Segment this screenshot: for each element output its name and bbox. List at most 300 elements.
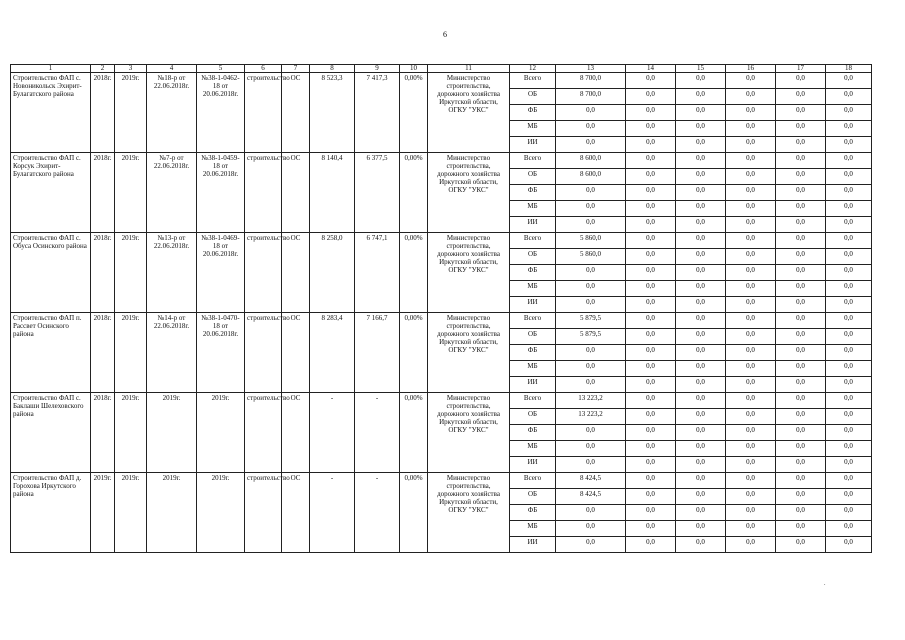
amount-cell: 0,0 [676, 121, 726, 137]
amount-cell: 5 879,5 [556, 313, 626, 329]
amount-cell: 0,0 [826, 361, 872, 377]
amount-cell: 0,0 [826, 441, 872, 457]
budget-source: ОБ [510, 409, 556, 425]
amount-cell: 13 223,2 [556, 409, 626, 425]
amount-cell: 0,0 [826, 265, 872, 281]
amount-cell: 0,0 [726, 473, 776, 489]
contract-cost: 7 417,3 [355, 73, 400, 153]
amount-cell: 0,0 [826, 201, 872, 217]
amount-cell: 0,0 [776, 297, 826, 313]
object-name: Строительство ФАП с. Баклаши Шелеховского района [11, 393, 91, 473]
column-number-5: 5 [197, 65, 245, 73]
column-number-15: 15 [676, 65, 726, 73]
amount-cell: 0,0 [626, 185, 676, 201]
amount-cell: 0,0 [726, 265, 776, 281]
amount-cell: 0,0 [626, 473, 676, 489]
amount-cell: 0,0 [726, 137, 776, 153]
budget-source: ИИ [510, 537, 556, 553]
amount-cell: 0,0 [676, 249, 726, 265]
amount-cell: 0,0 [676, 345, 726, 361]
start-year: 2018г. [91, 233, 115, 313]
readiness-percent: 0,00% [400, 393, 428, 473]
amount-cell: 0,0 [776, 345, 826, 361]
responsible-org: Министерство строительства, дорожного хозяйства Иркутской области, ОГКУ "УКС" [428, 393, 510, 473]
amount-cell: 0,0 [726, 505, 776, 521]
amount-cell: 0,0 [776, 201, 826, 217]
work-type: строительство [245, 73, 282, 153]
order-ref: 2019г. [147, 393, 197, 473]
amount-cell: 0,0 [626, 345, 676, 361]
readiness-percent: 0,00% [400, 313, 428, 393]
amount-cell: 0,0 [676, 537, 726, 553]
amount-cell: 5 860,0 [556, 249, 626, 265]
budget-source: ИИ [510, 457, 556, 473]
amount-cell: 0,0 [776, 105, 826, 121]
amount-cell: 8 700,0 [556, 73, 626, 89]
amount-cell: 0,0 [626, 217, 676, 233]
column-number-13: 13 [556, 65, 626, 73]
amount-cell: 0,0 [776, 393, 826, 409]
amount-cell: 0,0 [776, 521, 826, 537]
amount-cell: 0,0 [776, 73, 826, 89]
budget-source: ФБ [510, 425, 556, 441]
amount-cell: 0,0 [626, 169, 676, 185]
amount-cell: 0,0 [556, 361, 626, 377]
amount-cell: 0,0 [676, 409, 726, 425]
amount-cell: 0,0 [626, 377, 676, 393]
amount-cell: 0,0 [676, 265, 726, 281]
amount-cell: 0,0 [626, 153, 676, 169]
amount-cell: 0,0 [676, 89, 726, 105]
budget-source: ОБ [510, 169, 556, 185]
amount-cell: 0,0 [626, 297, 676, 313]
budget-source: ИИ [510, 297, 556, 313]
work-type: строительство [245, 153, 282, 233]
amount-cell: 0,0 [776, 409, 826, 425]
amount-cell: 0,0 [776, 137, 826, 153]
amount-cell: 0,0 [626, 489, 676, 505]
amount-cell: 0,0 [626, 121, 676, 137]
budget-source: МБ [510, 441, 556, 457]
column-number-8: 8 [310, 65, 355, 73]
amount-cell: 0,0 [726, 521, 776, 537]
amount-cell: 0,0 [556, 457, 626, 473]
amount-cell: 0,0 [826, 169, 872, 185]
budget-source: МБ [510, 521, 556, 537]
amount-cell: 0,0 [826, 73, 872, 89]
amount-cell: 0,0 [726, 153, 776, 169]
amount-cell: 0,0 [676, 73, 726, 89]
amount-cell: 5 860,0 [556, 233, 626, 249]
amount-cell: 0,0 [826, 473, 872, 489]
amount-cell: 0,0 [726, 457, 776, 473]
budget-source: Всего [510, 73, 556, 89]
amount-cell: 8 600,0 [556, 169, 626, 185]
estimated-cost: 8 523,3 [310, 73, 355, 153]
amount-cell: 0,0 [726, 185, 776, 201]
readiness-percent: 0,00% [400, 73, 428, 153]
amount-cell: 0,0 [556, 185, 626, 201]
amount-cell: 0,0 [676, 441, 726, 457]
responsible-org: Министерство строительства, дорожного хозяйства Иркутской области, ОГКУ "УКС" [428, 473, 510, 553]
page-mark: . [824, 581, 826, 587]
end-year: 2019г. [115, 473, 147, 553]
amount-cell: 0,0 [826, 345, 872, 361]
work-type: строительство [245, 233, 282, 313]
amount-cell: 0,0 [776, 473, 826, 489]
column-number-7: 7 [282, 65, 310, 73]
amount-cell: 0,0 [726, 217, 776, 233]
amount-cell: 0,0 [776, 249, 826, 265]
column-number-10: 10 [400, 65, 428, 73]
budget-source: МБ [510, 201, 556, 217]
amount-cell: 0,0 [626, 425, 676, 441]
amount-cell: 0,0 [556, 377, 626, 393]
amount-cell: 0,0 [726, 537, 776, 553]
budget-source: ОБ [510, 489, 556, 505]
amount-cell: 0,0 [676, 313, 726, 329]
budget-source: МБ [510, 281, 556, 297]
amount-cell: 0,0 [726, 169, 776, 185]
start-year: 2018г. [91, 313, 115, 393]
amount-cell: 0,0 [556, 105, 626, 121]
work-type: строительство [245, 313, 282, 393]
amount-cell: 0,0 [776, 313, 826, 329]
end-year: 2019г. [115, 393, 147, 473]
budget-source: Всего [510, 473, 556, 489]
amount-cell: 0,0 [776, 377, 826, 393]
readiness-percent: 0,00% [400, 473, 428, 553]
expertise-ref: №38-1-0462-18 от 20.06.2018г. [197, 73, 245, 153]
amount-cell: 0,0 [826, 489, 872, 505]
expertise-ref: 2019г. [197, 473, 245, 553]
estimated-cost: 8 283,4 [310, 313, 355, 393]
amount-cell: 0,0 [626, 537, 676, 553]
amount-cell: 0,0 [776, 89, 826, 105]
amount-cell: 0,0 [776, 489, 826, 505]
amount-cell: 0,0 [626, 393, 676, 409]
amount-cell: 0,0 [676, 137, 726, 153]
column-number-17: 17 [776, 65, 826, 73]
contract-cost: 6 377,5 [355, 153, 400, 233]
amount-cell: 0,0 [556, 265, 626, 281]
budget-source: ОБ [510, 89, 556, 105]
amount-cell: 0,0 [726, 441, 776, 457]
amount-cell: 0,0 [726, 281, 776, 297]
amount-cell: 0,0 [826, 329, 872, 345]
amount-cell: 0,0 [726, 393, 776, 409]
budget-source: ОБ [510, 329, 556, 345]
amount-cell: 0,0 [776, 425, 826, 441]
amount-cell: 0,0 [556, 425, 626, 441]
amount-cell: 0,0 [626, 329, 676, 345]
amount-cell: 0,0 [776, 217, 826, 233]
work-type: строительство [245, 473, 282, 553]
amount-cell: 0,0 [626, 281, 676, 297]
budget-source: ФБ [510, 265, 556, 281]
table-row [11, 233, 872, 249]
order-ref: 2019г. [147, 473, 197, 553]
amount-cell: 0,0 [626, 73, 676, 89]
responsible-org: Министерство строительства, дорожного хозяйства Иркутской области, ОГКУ "УКС" [428, 73, 510, 153]
amount-cell: 0,0 [626, 313, 676, 329]
amount-cell: 0,0 [726, 409, 776, 425]
amount-cell: 13 223,2 [556, 393, 626, 409]
contract-cost: - [355, 393, 400, 473]
funding-source: ОС [282, 233, 310, 313]
funding-source: ОС [282, 153, 310, 233]
budget-source: ФБ [510, 505, 556, 521]
column-number-14: 14 [626, 65, 676, 73]
estimated-cost: 8 140,4 [310, 153, 355, 233]
budget-source: ИИ [510, 137, 556, 153]
amount-cell: 0,0 [826, 537, 872, 553]
column-number-16: 16 [726, 65, 776, 73]
amount-cell: 0,0 [726, 489, 776, 505]
amount-cell: 0,0 [776, 169, 826, 185]
amount-cell: 0,0 [726, 73, 776, 89]
amount-cell: 0,0 [626, 233, 676, 249]
estimated-cost: 8 258,0 [310, 233, 355, 313]
budget-source: МБ [510, 361, 556, 377]
amount-cell: 0,0 [626, 441, 676, 457]
amount-cell: 0,0 [676, 489, 726, 505]
amount-cell: 0,0 [556, 121, 626, 137]
amount-cell: 0,0 [676, 153, 726, 169]
amount-cell: 0,0 [676, 201, 726, 217]
amount-cell: 0,0 [826, 185, 872, 201]
budget-source: ФБ [510, 105, 556, 121]
order-ref: №18-р от 22.06.2018г. [147, 73, 197, 153]
amount-cell: 0,0 [556, 201, 626, 217]
column-number-2: 2 [91, 65, 115, 73]
amount-cell: 0,0 [776, 361, 826, 377]
amount-cell: 0,0 [726, 361, 776, 377]
amount-cell: 0,0 [826, 393, 872, 409]
funding-source: ОС [282, 313, 310, 393]
amount-cell: 0,0 [556, 281, 626, 297]
budget-source: Всего [510, 393, 556, 409]
budget-source: МБ [510, 121, 556, 137]
contract-cost: 6 747,1 [355, 233, 400, 313]
table-row [11, 313, 872, 329]
amount-cell: 0,0 [676, 281, 726, 297]
amount-cell: 0,0 [826, 233, 872, 249]
amount-cell: 0,0 [556, 505, 626, 521]
column-number-3: 3 [115, 65, 147, 73]
amount-cell: 0,0 [726, 297, 776, 313]
budget-source: ОБ [510, 249, 556, 265]
budget-source: ФБ [510, 345, 556, 361]
amount-cell: 8 700,0 [556, 89, 626, 105]
amount-cell: 0,0 [826, 505, 872, 521]
table-row [11, 153, 872, 169]
amount-cell: 0,0 [676, 185, 726, 201]
readiness-percent: 0,00% [400, 233, 428, 313]
column-number-12: 12 [510, 65, 556, 73]
amount-cell: 0,0 [676, 425, 726, 441]
amount-cell: 0,0 [676, 169, 726, 185]
amount-cell: 0,0 [726, 329, 776, 345]
start-year: 2018г. [91, 393, 115, 473]
amount-cell: 0,0 [556, 537, 626, 553]
amount-cell: 0,0 [826, 297, 872, 313]
budget-source: Всего [510, 313, 556, 329]
amount-cell: 0,0 [726, 89, 776, 105]
amount-cell: 0,0 [726, 313, 776, 329]
estimated-cost: - [310, 393, 355, 473]
funding-source: ОС [282, 73, 310, 153]
column-number-18: 18 [826, 65, 872, 73]
column-number-row [11, 65, 872, 73]
amount-cell: 0,0 [556, 345, 626, 361]
amount-cell: 0,0 [826, 137, 872, 153]
amount-cell: 0,0 [676, 377, 726, 393]
amount-cell: 0,0 [726, 201, 776, 217]
order-ref: №7-р от 22.06.2018г. [147, 153, 197, 233]
amount-cell: 0,0 [676, 473, 726, 489]
responsible-org: Министерство строительства, дорожного хозяйства Иркутской области, ОГКУ "УКС" [428, 153, 510, 233]
amount-cell: 0,0 [626, 137, 676, 153]
amount-cell: 8 424,5 [556, 473, 626, 489]
object-name: Строительство ФАП д. Горохова Иркутского района [11, 473, 91, 553]
amount-cell: 0,0 [826, 521, 872, 537]
budget-source: ИИ [510, 377, 556, 393]
start-year: 2019г. [91, 473, 115, 553]
amount-cell: 5 879,5 [556, 329, 626, 345]
amount-cell: 0,0 [726, 377, 776, 393]
amount-cell: 0,0 [776, 329, 826, 345]
amount-cell: 0,0 [626, 457, 676, 473]
object-name: Строительство ФАП п. Рассвет Осинского района [11, 313, 91, 393]
amount-cell: 0,0 [556, 137, 626, 153]
order-ref: №13-р от 22.06.2018г. [147, 233, 197, 313]
amount-cell: 0,0 [776, 537, 826, 553]
column-number-11: 11 [428, 65, 510, 73]
amount-cell: 0,0 [556, 441, 626, 457]
amount-cell: 8 600,0 [556, 153, 626, 169]
column-number-6: 6 [245, 65, 282, 73]
responsible-org: Министерство строительства, дорожного хозяйства Иркутской области, ОГКУ "УКС" [428, 233, 510, 313]
amount-cell: 0,0 [776, 121, 826, 137]
work-type: строительство [245, 393, 282, 473]
amount-cell: 0,0 [826, 425, 872, 441]
amount-cell: 0,0 [626, 361, 676, 377]
budget-source: ИИ [510, 217, 556, 233]
expertise-ref: №38-1-0469-18 от 20.06.2018г. [197, 233, 245, 313]
amount-cell: 0,0 [776, 233, 826, 249]
amount-cell: 0,0 [676, 361, 726, 377]
amount-cell: 0,0 [676, 105, 726, 121]
amount-cell: 0,0 [676, 521, 726, 537]
budget-source: Всего [510, 153, 556, 169]
amount-cell: 0,0 [726, 345, 776, 361]
amount-cell: 0,0 [826, 249, 872, 265]
amount-cell: 0,0 [826, 153, 872, 169]
amount-cell: 0,0 [776, 505, 826, 521]
expertise-ref: №38-1-0459-18 от 20.06.2018г. [197, 153, 245, 233]
readiness-percent: 0,00% [400, 153, 428, 233]
amount-cell: 0,0 [726, 105, 776, 121]
amount-cell: 0,0 [826, 457, 872, 473]
amount-cell: 0,0 [626, 201, 676, 217]
amount-cell: 0,0 [676, 217, 726, 233]
investment-table [10, 64, 872, 553]
object-name: Строительство ФАП с. Обуса Осинского района [11, 233, 91, 313]
amount-cell: 0,0 [776, 441, 826, 457]
amount-cell: 0,0 [626, 521, 676, 537]
amount-cell: 0,0 [676, 329, 726, 345]
amount-cell: 0,0 [556, 217, 626, 233]
amount-cell: 0,0 [676, 457, 726, 473]
amount-cell: 0,0 [826, 377, 872, 393]
expertise-ref: №38-1-0470-18 от 20.06.2018г. [197, 313, 245, 393]
amount-cell: 0,0 [776, 153, 826, 169]
amount-cell: 0,0 [826, 409, 872, 425]
budget-source: Всего [510, 233, 556, 249]
start-year: 2018г. [91, 73, 115, 153]
amount-cell: 0,0 [726, 425, 776, 441]
end-year: 2019г. [115, 233, 147, 313]
start-year: 2018г. [91, 153, 115, 233]
contract-cost: 7 166,7 [355, 313, 400, 393]
end-year: 2019г. [115, 73, 147, 153]
amount-cell: 0,0 [626, 265, 676, 281]
amount-cell: 0,0 [676, 233, 726, 249]
end-year: 2019г. [115, 313, 147, 393]
funding-source: ОС [282, 473, 310, 553]
amount-cell: 0,0 [826, 121, 872, 137]
contract-cost: - [355, 473, 400, 553]
budget-source: ФБ [510, 185, 556, 201]
amount-cell: 0,0 [776, 281, 826, 297]
amount-cell: 0,0 [676, 505, 726, 521]
amount-cell: 0,0 [626, 505, 676, 521]
object-name: Строительство ФАП с. Корсук Эхирит-Булагатского района [11, 153, 91, 233]
table-row [11, 393, 872, 409]
expertise-ref: 2019г. [197, 393, 245, 473]
order-ref: №14-р от 22.06.2018г. [147, 313, 197, 393]
amount-cell: 8 424,5 [556, 489, 626, 505]
amount-cell: 0,0 [776, 185, 826, 201]
amount-cell: 0,0 [626, 409, 676, 425]
end-year: 2019г. [115, 153, 147, 233]
amount-cell: 0,0 [676, 297, 726, 313]
table-row [11, 73, 872, 89]
amount-cell: 0,0 [556, 521, 626, 537]
amount-cell: 0,0 [826, 217, 872, 233]
responsible-org: Министерство строительства, дорожного хозяйства Иркутской области, ОГКУ "УКС" [428, 313, 510, 393]
column-number-4: 4 [147, 65, 197, 73]
amount-cell: 0,0 [826, 89, 872, 105]
amount-cell: 0,0 [826, 281, 872, 297]
amount-cell: 0,0 [626, 105, 676, 121]
amount-cell: 0,0 [626, 249, 676, 265]
amount-cell: 0,0 [676, 393, 726, 409]
amount-cell: 0,0 [556, 297, 626, 313]
amount-cell: 0,0 [726, 233, 776, 249]
amount-cell: 0,0 [626, 89, 676, 105]
column-number-9: 9 [355, 65, 400, 73]
page-number: 6 [443, 30, 447, 39]
funding-source: ОС [282, 393, 310, 473]
amount-cell: 0,0 [776, 265, 826, 281]
amount-cell: 0,0 [826, 313, 872, 329]
estimated-cost: - [310, 473, 355, 553]
object-name: Строительство ФАП с. Новоникольск Эхирит-Булагатского района [11, 73, 91, 153]
amount-cell: 0,0 [726, 121, 776, 137]
amount-cell: 0,0 [726, 249, 776, 265]
